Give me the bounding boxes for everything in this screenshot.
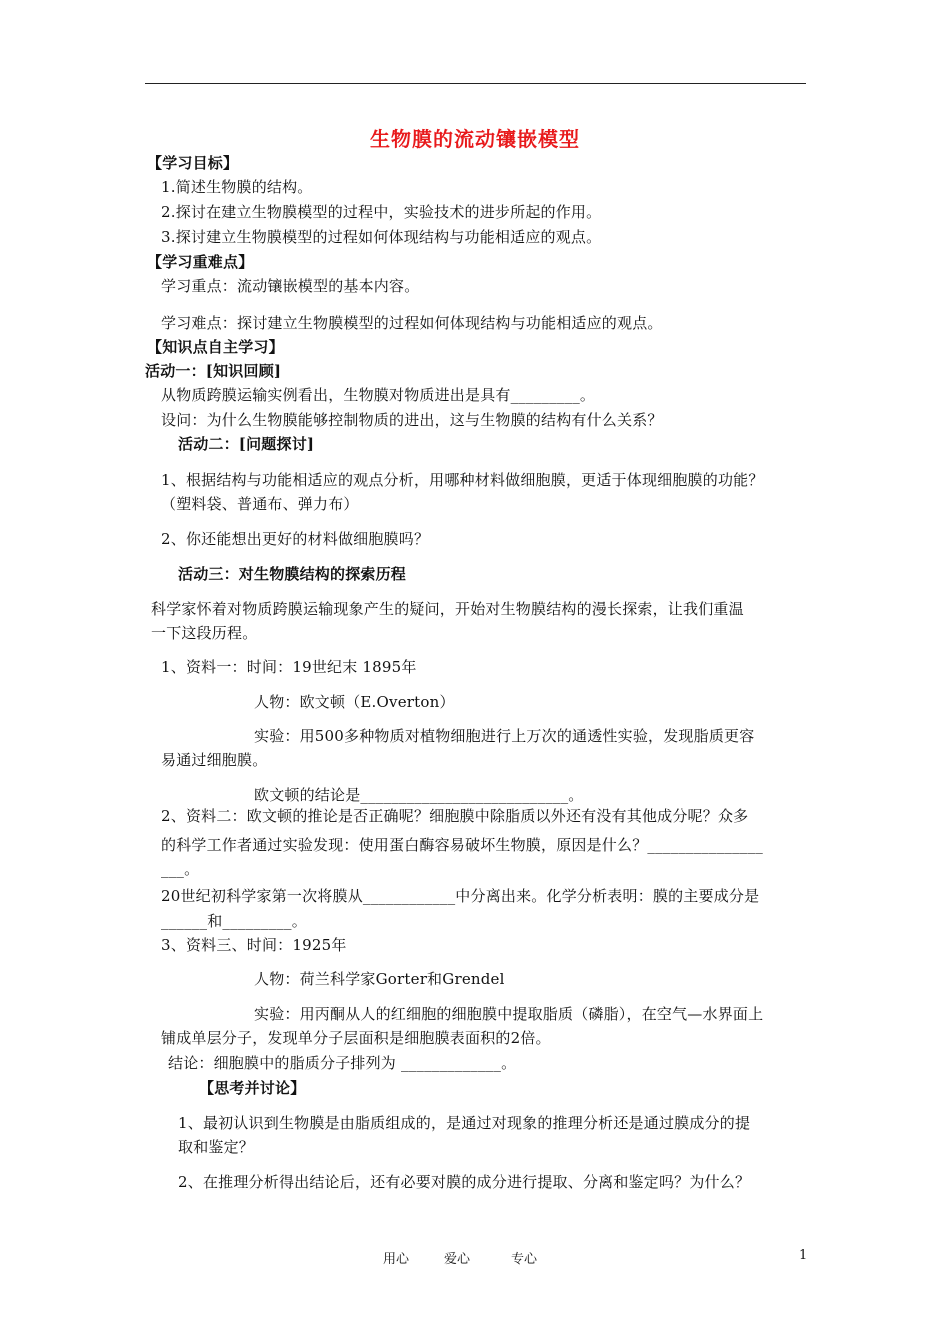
material2-text: 的科学工作者通过实验发现：使用蛋白酶容易破坏生物膜，原因是什么？_______________ [161, 836, 763, 854]
material1-person: 人物：欧文顿（E.Overton） [254, 693, 455, 711]
activity3-intro: 一下这段历程。 [151, 624, 258, 642]
material1-time: 1、资料一：时间：19世纪末 1895年 [161, 658, 417, 676]
goals-heading: 【学习目标】 [147, 154, 239, 172]
material3-time: 3、资料三、时间：1925年 [161, 936, 347, 954]
activity2-question: 2、你还能想出更好的材料做细胞膜吗？ [161, 530, 430, 548]
activity3-intro: 科学家怀着对物质跨膜运输现象产生的疑问，开始对生物膜结构的漫长探索，让我们重温 [151, 600, 744, 618]
activity2-options: （塑料袋、普通布、弹力布） [161, 495, 359, 513]
goal-item: 1.简述生物膜的结构。 [161, 178, 313, 196]
material3-person: 人物：荷兰科学家Gorter和Grendel [254, 970, 505, 988]
discussion-question: 1、最初认识到生物膜是由脂质组成的，是通过对现象的推理分析还是通过膜成分的提 [178, 1114, 751, 1132]
goal-item: 2.探讨在建立生物膜模型的过程中，实验技术的进步所起的作用。 [161, 203, 602, 221]
activity1-question: 设问：为什么生物膜能够控制物质的进出，这与生物膜的结构有什么关系？ [161, 411, 663, 429]
activity1-heading: 活动一：[知识回顾] [145, 362, 282, 380]
key-focus: 学习重点：流动镶嵌模型的基本内容。 [161, 277, 420, 295]
material1-experiment: 实验：用500多种物质对植物细胞进行上万次的通透性实验，发现脂质更容 [254, 727, 755, 745]
footer-motto: 用心 [383, 1252, 410, 1267]
activity1-line: 从物质跨膜运输实例看出，生物膜对物质进出是具有_________。 [161, 386, 596, 404]
discussion-question: 取和鉴定？ [178, 1138, 255, 1156]
activity3-heading: 活动三：对生物膜结构的探索历程 [178, 565, 407, 583]
footer-motto: 爱心 [444, 1252, 471, 1267]
goal-item: 3.探讨建立生物膜模型的过程如何体现结构与功能相适应的观点。 [161, 228, 602, 246]
material1-experiment: 易通过细胞膜。 [161, 751, 268, 769]
material3-experiment: 铺成单层分子，发现单分子层面积是细胞膜表面积的2倍。 [161, 1029, 551, 1047]
material1-conclusion: 欧文顿的结论是___________________________。 [254, 786, 584, 804]
material2-text: 2、资料二：欧文顿的推论是否正确呢？细胞膜中除脂质以外还有没有其他成分呢？众多 [161, 807, 749, 825]
material2-text: ______和_________。 [161, 912, 307, 930]
document-title: 生物膜的流动镶嵌模型 [370, 127, 580, 151]
key-heading: 【学习重难点】 [147, 253, 254, 271]
discussion-question: 2、在推理分析得出结论后，还有必要对膜的成分进行提取、分离和鉴定吗？为什么？ [178, 1173, 751, 1191]
key-difficulty: 学习难点：探讨建立生物膜模型的过程如何体现结构与功能相适应的观点。 [161, 314, 663, 332]
page-number: 1 [799, 1248, 808, 1263]
header-rule [145, 83, 806, 84]
material3-experiment: 实验：用丙酮从人的红细胞的细胞膜中提取脂质（磷脂），在空气—水界面上 [254, 1005, 764, 1023]
material2-text: 20世纪初科学家第一次将膜从____________中分离出来。化学分析表明：膜的主要成分是 [161, 887, 760, 905]
activity2-heading: 活动二：[问题探讨] [178, 435, 315, 453]
discussion-heading: 【思考并讨论】 [199, 1079, 306, 1097]
material3-conclusion: 结论：细胞膜中的脂质分子排列为 _____________。 [168, 1054, 517, 1072]
self-study-heading: 【知识点自主学习】 [147, 338, 284, 356]
footer-motto: 专心 [511, 1252, 538, 1267]
material2-text: ___。 [161, 860, 200, 878]
activity2-question: 1、根据结构与功能相适应的观点分析，用哪种材料做细胞膜，更适于体现细胞膜的功能？ [161, 471, 764, 489]
